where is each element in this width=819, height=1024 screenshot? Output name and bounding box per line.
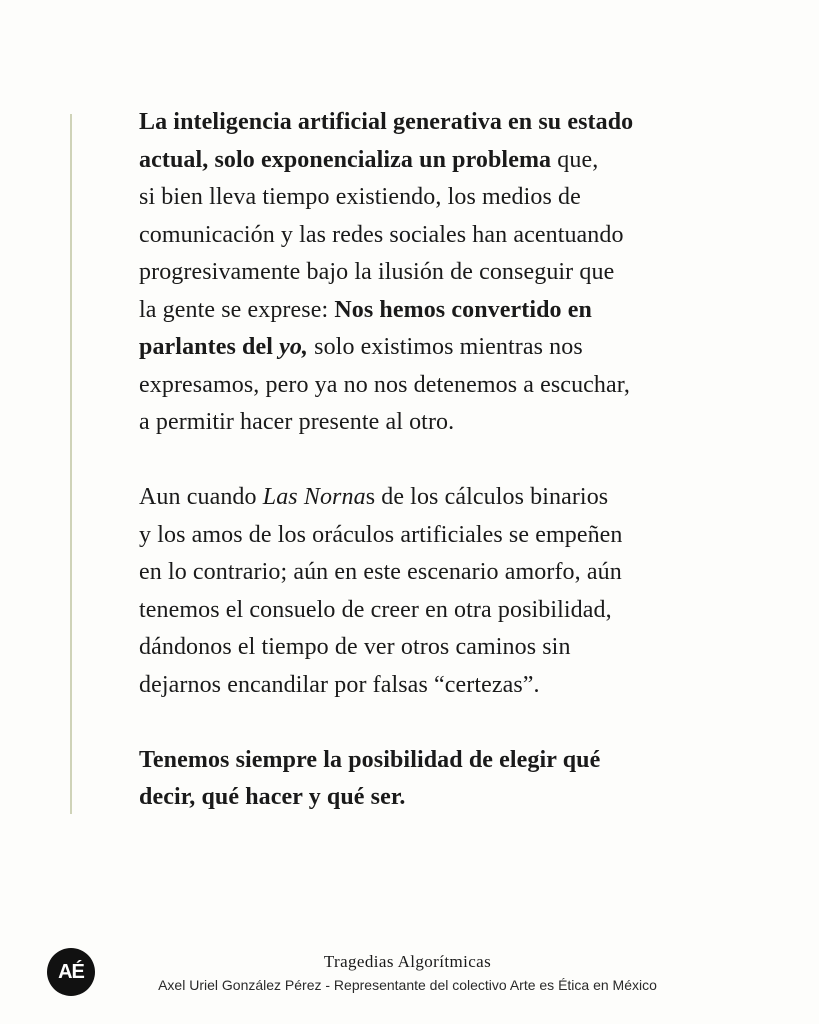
regular-text: Aun cuando — [139, 484, 263, 510]
paragraph-3-line-1 — [139, 742, 779, 780]
paragraph-2-line-5: dándonos el tiempo de ver otros caminos sin — [139, 634, 571, 660]
paragraph-2-line-1 — [139, 479, 779, 517]
bold-text: decir, qué hacer y qué ser. — [139, 784, 406, 810]
regular-text: que, — [551, 146, 599, 173]
regular-text: solo existimos mientras nos — [308, 334, 583, 360]
bold-text: actual, solo exponencializa un problema — [139, 146, 552, 173]
regular-text: la gente se exprese: — [139, 296, 335, 323]
paragraph-1-line-6 — [139, 292, 779, 330]
italic-text: Las Norna — [262, 484, 366, 510]
paragraph-1-line-4: comunicación y las redes sociales han acentuando — [139, 221, 624, 248]
paragraph-3 — [139, 742, 779, 817]
logo-text: AÉ — [58, 960, 84, 983]
paragraph-1-line-3: si bien lleva tiempo existiendo, los medios de — [139, 184, 581, 210]
article-body — [139, 104, 779, 817]
paragraph-1-line-8: expresamos, pero ya no nos detenemos a escuchar, — [139, 371, 630, 398]
paragraph-1 — [139, 104, 779, 442]
paragraph-1-line-1 — [139, 104, 779, 142]
paragraph-2 — [139, 479, 779, 704]
vertical-accent-rule — [70, 114, 72, 814]
paragraph-2-line-2: y los amos de los oráculos artificiales se empeñen — [139, 521, 623, 548]
bold-text: Tenemos siempre la posibilidad de elegir qué — [139, 746, 601, 773]
bold-text: parlantes del — [139, 334, 280, 360]
footer-title: Tragedias Algorítmicas — [323, 952, 492, 971]
bold-text: Nos hemos convertido en — [334, 296, 592, 323]
bold-italic-text: yo, — [279, 334, 309, 360]
footer-credit: Axel Uriel González Pérez - Representante del colectivo Arte es Ética en México — [158, 977, 657, 993]
paragraph-2-line-6: dejarnos encandilar por falsas “certezas”. — [139, 671, 540, 698]
paragraph-1-line-2 — [139, 142, 779, 180]
paragraph-3-line-2 — [139, 779, 779, 817]
bold-text: La inteligencia artificial generativa en su estado — [139, 109, 634, 135]
paragraph-1-line-7 — [139, 329, 779, 367]
ae-logo — [47, 948, 95, 996]
paragraph-2-line-4: tenemos el consuelo de creer en otra posibilidad, — [139, 596, 612, 623]
paragraph-1-line-9: a permitir hacer presente al otro. — [139, 409, 455, 435]
regular-text: s de los cálculos binarios — [365, 484, 609, 510]
paragraph-1-line-5: progresivamente bajo la ilusión de conseguir que — [139, 259, 615, 285]
paragraph-2-line-3: en lo contrario; aún en este escenario amorfo, aún — [139, 559, 622, 585]
